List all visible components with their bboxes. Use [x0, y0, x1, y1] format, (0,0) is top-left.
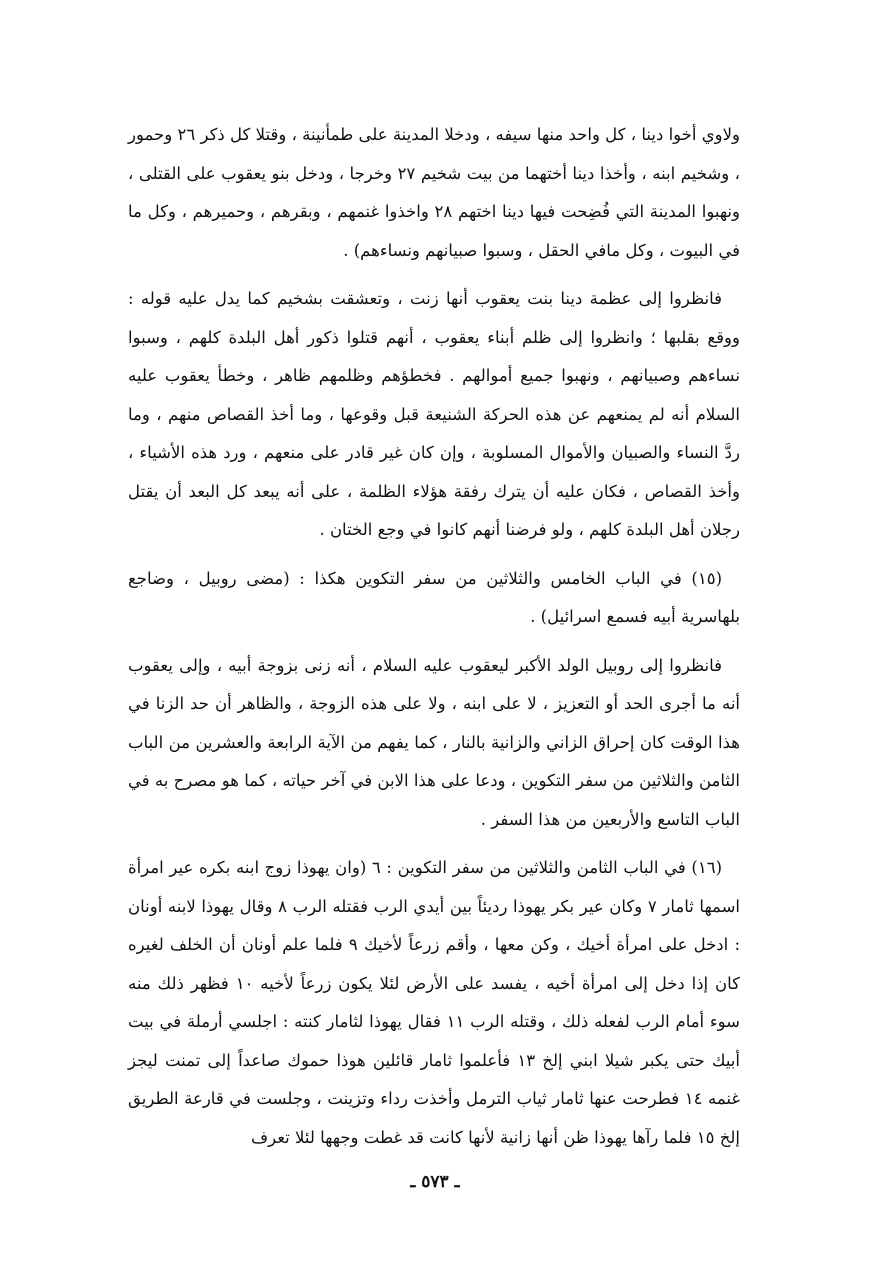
body-text: [128, 116, 740, 1167]
paragraph-5: (١٦) في الباب الثامن والثلاثين من سفر التكوين : ٦ (وان يهوذا زوج ابنه بكره عير امرأة اسمها ثامار ٧ وكان عير بكر يهوذا رديئاً بين أيدي الرب فقتله الرب ٨ وقال يهوذا لابنه أونان : ادخل على امرأة أخيك ، وكن معها ، وأقم زرعاً لأخيك ٩ فلما علم أونان أن الخلف لغيره كان إذا دخل إلى امرأة أخيه ، يفسد على الأرض لئلا يكون زرعاً لأخيه ١٠ فظهر ذلك منه سوء أمام الرب لفعله ذلك ، وقتله الرب ١١ فقال يهوذا لثامار كنته : اجلسي أرملة في بيت أبيك حتى يكبر شيلا ابني إلخ ١٣ فأعلموا ثامار قائلين هوذا حموك صاعداً إلى تمنت ليجز غنمه ١٤ فطرحت عنها ثامار ثياب الترمل وأخذت رداء وتزينت ، وجلست في قارعة الطريق إلخ ١٥ فلما رآها يهوذا ظن أنها زانية لأنها كانت قد غطت وجهها لئلا تعرف: [128, 858, 741, 1147]
paragraph-4: فانظروا إلى روبيل الولد الأكبر ليعقوب عليه السلام ، أنه زنى بزوجة أبيه ، وإلى يعقوب أنه ما أجرى الحد أو التعزيز ، لا على ابنه ، ولا على هذه الزوجة ، والظاهر أن حد الزنا في هذا الوقت كان إحراق الزاني والزانية بالنار ، كما يفهم من الآية الرابعة والعشرين من الباب الثامن والثلاثين من سفر التكوين ، ودعا على هذا الابن في آخر حياته ، كما هو مصرح به في الباب التاسع والأربعين من هذا السفر .: [128, 655, 740, 829]
paragraph-1: ولاوي أخوا دينا ، كل واحد منها سيفه ، ودخلا المدينة على طمأنينة ، وقتلا كل ذكر ٢٦ وحمور ، وشخيم ابنه ، وأخذا دينا أختهما من بيت شخيم ٢٧ وخرجا ، ودخل بنو يعقوب على القتلى ، ونهبوا المدينة التي فُضِحت فيها دينا اختهم ٢٨ واخذوا غنمهم ، وبقرهم ، وحميرهم ، وكل ما في البيوت ، وكل مافي الحقل ، وسبوا صبيانهم ونساءهم) .: [128, 125, 740, 260]
paragraph-2: فانظروا إلى عظمة دينا بنت يعقوب أنها زنت ، وتعشقت بشخيم كما يدل عليه قوله : ووقع بقلبها ؛ وانظروا إلى ظلم أبناء يعقوب ، أنهم قتلوا ذكور أهل البلدة كلهم ، وسبوا نساءهم وصبيانهم ، ونهبوا جميع أموالهم . فخطؤهم وظلمهم ظاهر ، وخطأ يعقوب عليه السلام أنه لم يمنعهم عن هذه الحركة الشنيعة قبل وقوعها ، وما أخذ القصاص منهم ، وما ردَّ النساء والصبيان والأموال المسلوبة ، وإن كان غير قادر على منعهم ، ورد هذه الأشياء ، وأخذ القصاص ، فكان عليه أن يترك رفقة هؤلاء الظلمة ، على أنه يبعد كل البعد أن يقتل رجلان أهل البلدة كلهم ، ولو فرضنا أنهم كانوا في وجع الختان .: [128, 289, 740, 539]
page-number: ـ ٥٧٣ ـ: [410, 1172, 460, 1192]
paragraph-3: (١٥) في الباب الخامس والثلاثين من سفر التكوين هكذا : (مضى روبيل ، وضاجع بلهاسرية أبيه فسمع اسرائيل) .: [128, 568, 740, 626]
